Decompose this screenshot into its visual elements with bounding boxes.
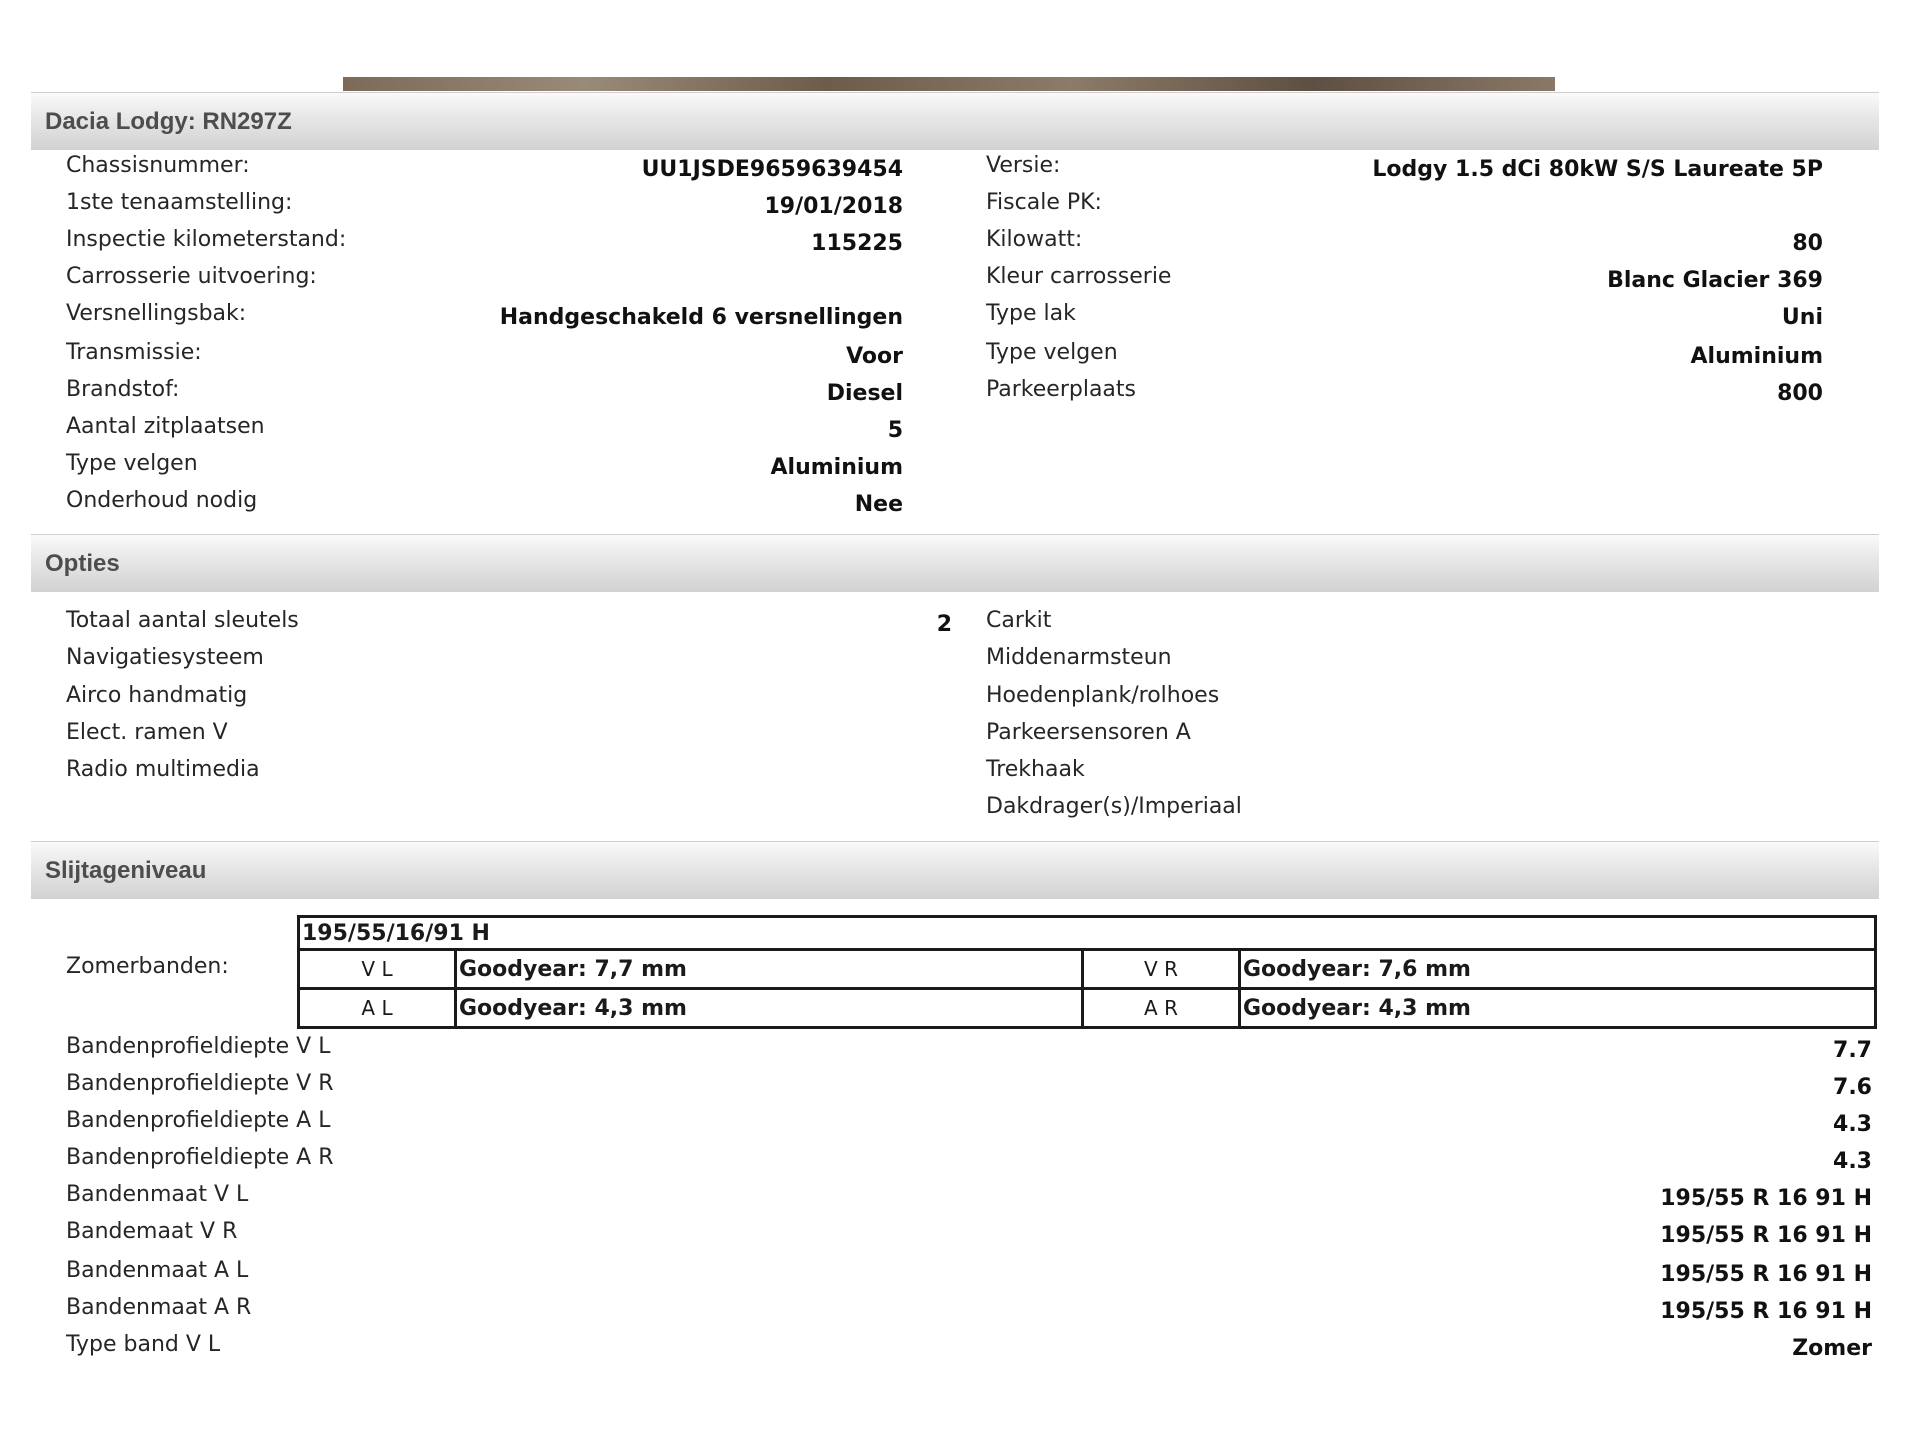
mileage-value: 115225 xyxy=(811,231,903,256)
chassis-label: Chassisnummer: xyxy=(66,153,250,178)
tyre-row-rear xyxy=(299,989,1876,1028)
tyre-size-rl-value: 195/55 R 16 91 H xyxy=(1660,1262,1872,1287)
body-color-label: Kleur carrosserie xyxy=(986,264,1172,289)
rim-type-label: Type velgen xyxy=(66,451,198,476)
tyre-size-fl-label: Bandenmaat V L xyxy=(66,1182,249,1207)
body-type-label: Carrosserie uitvoering: xyxy=(66,264,317,289)
parking-spot-label: Parkeerplaats xyxy=(986,377,1137,402)
tyre-row-front xyxy=(299,950,1876,989)
tyre-size-fr-label: Bandemaat V R xyxy=(66,1219,238,1244)
tyre-value-front-right: Goodyear: 7,6 mm xyxy=(1240,950,1876,989)
tyre-value-rear-right: Goodyear: 4,3 mm xyxy=(1240,989,1876,1028)
tread-depth-fr-label: Bandenprofieldiepte V R xyxy=(66,1071,334,1096)
options-section-title: Opties xyxy=(45,549,120,577)
option-keys-value: 2 xyxy=(936,612,952,637)
maintenance-label: Onderhoud nodig xyxy=(66,488,258,513)
tyre-size: 195/55/16/91 H xyxy=(299,917,1876,950)
kilowatt-label: Kilowatt: xyxy=(986,227,1083,252)
tyre-position-rear-left: A L xyxy=(299,989,456,1028)
tyre-position-front-right: V R xyxy=(1083,950,1240,989)
gearbox-value: Handgeschakeld 6 versnellingen xyxy=(499,305,903,330)
tyre-position-rear-right: A R xyxy=(1083,989,1240,1028)
paint-type-value: Uni xyxy=(1781,305,1823,330)
fuel-value: Diesel xyxy=(826,381,903,406)
rim-type-right-value: Aluminium xyxy=(1690,344,1823,369)
option-electric-windows: Elect. ramen V xyxy=(66,720,228,745)
version-label: Versie: xyxy=(986,153,1061,178)
tyre-size-rr-label: Bandenmaat A R xyxy=(66,1295,252,1320)
chassis-value: UU1JSDE9659639454 xyxy=(641,157,903,182)
rim-type-value: Aluminium xyxy=(770,455,903,480)
option-keys-label: Totaal aantal sleutels xyxy=(66,608,299,633)
mileage-label: Inspectie kilometerstand: xyxy=(66,227,347,252)
seats-value: 5 xyxy=(887,418,903,443)
fuel-label: Brandstof: xyxy=(66,377,180,402)
version-value: Lodgy 1.5 dCi 80kW S/S Laureate 5P xyxy=(1372,157,1823,182)
first-registration-value: 19/01/2018 xyxy=(764,194,903,219)
transmission-label: Transmissie: xyxy=(66,340,202,365)
option-towbar: Trekhaak xyxy=(986,757,1085,782)
option-parking-sensors: Parkeersensoren A xyxy=(986,720,1191,745)
tyre-value-rear-left: Goodyear: 4,3 mm xyxy=(456,989,1083,1028)
gearbox-label: Versnellingsbak: xyxy=(66,301,247,326)
tread-depth-rl-value: 4.3 xyxy=(1833,1112,1872,1137)
tread-depth-fr-value: 7.6 xyxy=(1833,1075,1872,1100)
first-registration-label: 1ste tenaamstelling: xyxy=(66,190,293,215)
transmission-value: Voor xyxy=(846,344,903,369)
tyre-size-rr-value: 195/55 R 16 91 H xyxy=(1660,1299,1872,1324)
tyre-table xyxy=(297,915,1877,1029)
tyre-type-fl-value: Zomer xyxy=(1792,1336,1872,1361)
tyre-position-front-left: V L xyxy=(299,950,456,989)
option-parcel-shelf: Hoedenplank/rolhoes xyxy=(986,683,1220,708)
vehicle-photo-strip xyxy=(343,77,1555,91)
seats-label: Aantal zitplaatsen xyxy=(66,414,265,439)
option-roof-rack: Dakdrager(s)/Imperiaal xyxy=(986,794,1242,819)
vehicle-section-title: Dacia Lodgy: RN297Z xyxy=(45,107,292,135)
wear-section-header xyxy=(31,841,1879,899)
tread-depth-rr-label: Bandenprofieldiepte A R xyxy=(66,1145,334,1170)
parking-spot-value: 800 xyxy=(1777,381,1823,406)
rim-type-right-label: Type velgen xyxy=(986,340,1118,365)
body-color-value: Blanc Glacier 369 xyxy=(1607,268,1823,293)
summer-tyres-label: Zomerbanden: xyxy=(66,954,229,979)
options-section-header xyxy=(31,534,1879,592)
option-carkit: Carkit xyxy=(986,608,1052,633)
paint-type-label: Type lak xyxy=(986,301,1076,326)
wear-section-title: Slijtageniveau xyxy=(45,856,207,884)
tyre-value-front-left: Goodyear: 7,7 mm xyxy=(456,950,1083,989)
option-airco: Airco handmatig xyxy=(66,683,248,708)
option-navigation: Navigatiesysteem xyxy=(66,645,264,670)
tread-depth-rr-value: 4.3 xyxy=(1833,1149,1872,1174)
tread-depth-rl-label: Bandenprofieldiepte A L xyxy=(66,1108,331,1133)
tread-depth-fl-label: Bandenprofieldiepte V L xyxy=(66,1034,331,1059)
tyre-size-rl-label: Bandenmaat A L xyxy=(66,1258,249,1283)
vehicle-section-header xyxy=(31,92,1879,150)
tyre-type-fl-label: Type band V L xyxy=(66,1332,221,1357)
tyre-size-fl-value: 195/55 R 16 91 H xyxy=(1660,1186,1872,1211)
tread-depth-fl-value: 7.7 xyxy=(1833,1038,1872,1063)
option-radio: Radio multimedia xyxy=(66,757,260,782)
fiscal-hp-label: Fiscale PK: xyxy=(986,190,1102,215)
option-armrest: Middenarmsteun xyxy=(986,645,1172,670)
kilowatt-value: 80 xyxy=(1792,231,1823,256)
tyre-size-fr-value: 195/55 R 16 91 H xyxy=(1660,1223,1872,1248)
tyre-size-row xyxy=(299,917,1876,950)
maintenance-value: Nee xyxy=(854,492,903,517)
